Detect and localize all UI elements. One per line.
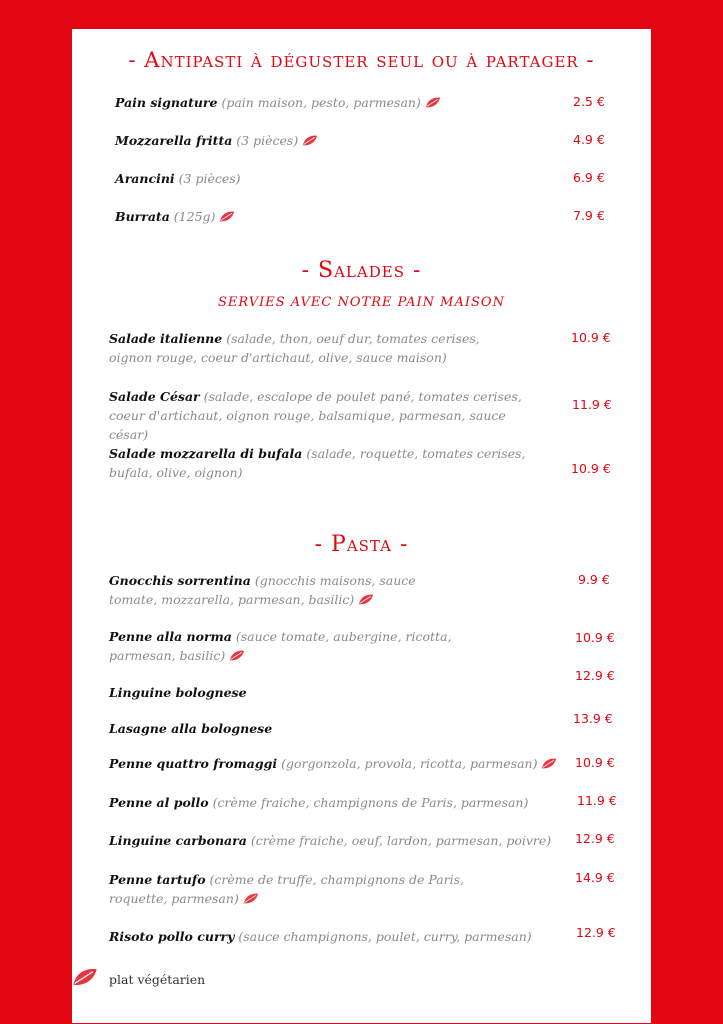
item-name: Salade italienne xyxy=(109,331,223,346)
item-description: (crème fraiche, champignons de Paris, parmesan) xyxy=(208,795,529,810)
item-description: (gorgonzola, provola, ricotta, parmesan) xyxy=(277,756,538,771)
leaf-icon xyxy=(425,97,441,108)
item-price: 10.9 € xyxy=(571,330,611,345)
menu-item-arancini xyxy=(115,169,515,188)
item-name: Penne quattro fromaggi xyxy=(109,756,278,771)
item-name: Linguine carbonara xyxy=(109,833,247,848)
menu-item-risoto-pollo-curry xyxy=(109,927,569,946)
item-name: Penne al pollo xyxy=(109,795,209,810)
section-title-antipasti: - Antipasti à déguster seul ou à partager - xyxy=(128,48,595,72)
item-price: 11.9 € xyxy=(577,793,617,808)
item-description: (125g) xyxy=(169,209,216,224)
item-name: Penne tartufo xyxy=(109,872,206,887)
menu-item-salade-cesar xyxy=(109,387,539,444)
item-price: 4.9 € xyxy=(573,132,605,147)
item-name: Salade mozzarella di bufala xyxy=(109,446,303,461)
item-price: 12.9 € xyxy=(575,831,615,846)
item-price: 7.9 € xyxy=(573,208,605,223)
item-name: Pain signature xyxy=(115,95,218,110)
item-name: Penne alla norma xyxy=(109,629,232,644)
menu-item-lasagne-bolognese xyxy=(109,719,459,738)
legend-label: plat végétarien xyxy=(109,972,206,987)
item-name: Lasagne alla bolognese xyxy=(109,721,273,736)
item-price: 6.9 € xyxy=(573,170,605,185)
section-title-pasta: - Pasta - xyxy=(314,532,409,557)
menu-item-penne-al-pollo xyxy=(109,793,569,812)
item-description: (3 pièces) xyxy=(232,133,299,148)
leaf-icon xyxy=(229,650,245,661)
menu-item-penne-tartufo xyxy=(109,870,509,908)
menu-item-penne-quattro-fromaggi xyxy=(109,754,569,773)
item-description: (salade, escalope de poulet pané, tomates cerises, coeur d'artichaut, oignon rouge, balsamique, parmesan, sauce césar) xyxy=(109,389,522,442)
leaf-icon xyxy=(541,758,557,769)
item-name: Salade César xyxy=(109,389,200,404)
item-price: 9.9 € xyxy=(578,572,610,587)
vegetarian-legend xyxy=(72,967,372,995)
menu-item-linguine-bolognese xyxy=(109,683,459,702)
section-title-salades: - Salades - xyxy=(301,258,422,283)
item-price: 10.9 € xyxy=(571,461,611,476)
item-description: (gnocchis maisons, sauce tomate, mozzarella, parmesan, basilic) xyxy=(109,573,416,607)
item-description: (3 pièces) xyxy=(174,171,241,186)
item-description: (sauce tomate, aubergine, ricotta, parmesan, basilic) xyxy=(109,629,452,663)
menu-item-pain-signature xyxy=(115,93,515,112)
item-description: (sauce champignons, poulet, curry, parmesan) xyxy=(234,929,532,944)
menu-item-linguine-carbonara xyxy=(109,831,569,850)
item-description: (salade, roquette, tomates cerises, bufala, olive, oignon) xyxy=(109,446,526,480)
item-price: 12.9 € xyxy=(575,668,615,683)
item-price: 14.9 € xyxy=(575,870,615,885)
item-name: Arancini xyxy=(115,171,175,186)
item-description: (crème de truffe, champignons de Paris, roquette, parmesan) xyxy=(109,872,465,906)
menu-item-mozzarella-fritta xyxy=(115,131,515,150)
item-description: (salade, thon, oeuf dur, tomates cerises, oignon rouge, coeur d'artichaut, olive, sauce maison) xyxy=(109,331,480,365)
item-name: Burrata xyxy=(115,209,170,224)
menu-item-penne-alla-norma xyxy=(109,627,459,665)
item-price: 11.9 € xyxy=(572,397,612,412)
menu-page xyxy=(72,29,651,1023)
leaf-icon xyxy=(219,211,235,222)
item-price: 12.9 € xyxy=(576,925,616,940)
menu-item-burrata xyxy=(115,207,515,226)
item-price: 10.9 € xyxy=(575,630,615,645)
item-name: Mozzarella fritta xyxy=(115,133,233,148)
item-description: (crème fraiche, oeuf, lardon, parmesan, poivre) xyxy=(246,833,552,848)
menu-item-gnocchis-sorrentina xyxy=(109,571,459,609)
item-price: 2.5 € xyxy=(573,94,605,109)
item-price: 10.9 € xyxy=(575,755,615,770)
item-name: Risoto pollo curry xyxy=(109,929,235,944)
item-description: (pain maison, pesto, parmesan) xyxy=(217,95,421,110)
leaf-icon xyxy=(302,135,318,146)
item-name: Gnocchis sorrentina xyxy=(109,573,251,588)
menu-item-salade-mozzarella xyxy=(109,444,549,482)
section-subtitle-salades: SERVIES AVEC NOTRE PAIN MAISON xyxy=(218,295,505,310)
leaf-icon xyxy=(72,967,98,987)
item-name: Linguine bolognese xyxy=(109,685,247,700)
leaf-icon xyxy=(243,893,259,904)
item-price: 13.9 € xyxy=(573,711,613,726)
leaf-icon xyxy=(358,594,374,605)
menu-item-salade-italienne xyxy=(109,329,519,367)
